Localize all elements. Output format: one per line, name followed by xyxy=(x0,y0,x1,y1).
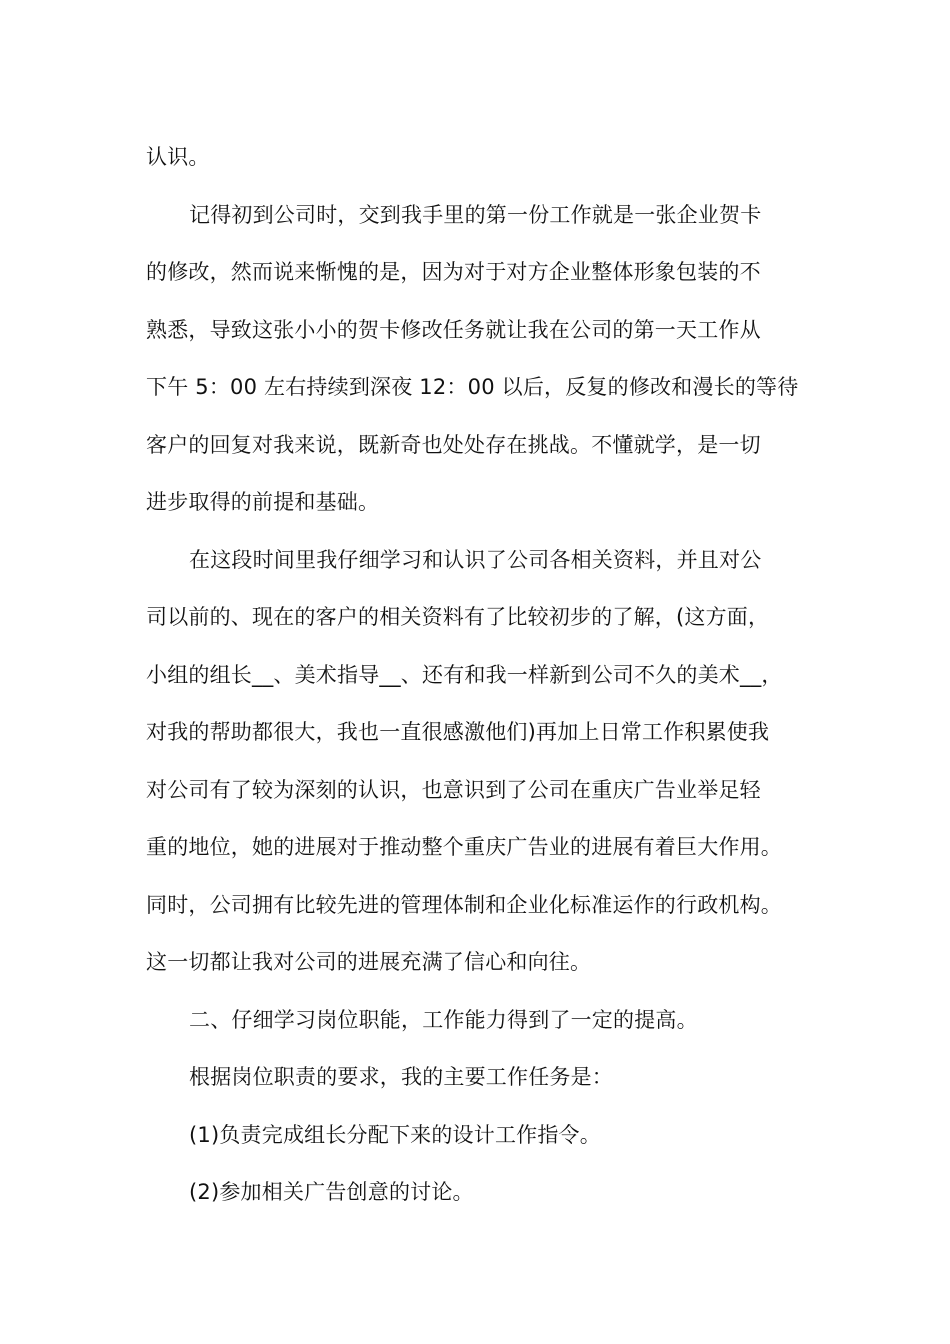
body-line: 这一切都让我对公司的进展充满了信心和向往。 xyxy=(146,950,592,974)
list-item: (1)负责完成组长分配下来的设计工作指令。 xyxy=(189,1122,601,1147)
body-line: 司以前的、现在的客户的相关资料有了比较初步的了解，(这方面， xyxy=(146,605,770,629)
list-item: (2)参加相关广告创意的讨论。 xyxy=(189,1180,474,1204)
body-line: 对我的帮助都很大，我也一直很感激他们)再加上日常工作积累使我 xyxy=(146,720,770,744)
paragraph-first-line: 根据岗位职责的要求，我的主要工作任务是： xyxy=(189,1065,613,1089)
paragraph-first-line: 记得初到公司时，交到我手里的第一份工作就是一张企业贺卡 xyxy=(189,202,762,227)
body-line: 客户的回复对我来说，既新奇也处处存在挑战。不懂就学，是一切 xyxy=(146,432,761,457)
body-line: 进步取得的前提和基础。 xyxy=(146,490,380,514)
paragraph-first-line: 在这段时间里我仔细学习和认识了公司各相关资料，并且对公 xyxy=(189,547,762,572)
body-line: 小组的组长__、美术指导__、还有和我一样新到公司不久的美术__， xyxy=(146,662,783,687)
body-line: 重的地位，她的进展对于推动整个重庆广告业的进展有着巨大作用。 xyxy=(146,835,782,859)
section-heading: 二、仔细学习岗位职能，工作能力得到了一定的提高。 xyxy=(189,1007,698,1032)
document-body xyxy=(146,129,826,1222)
body-line: 对公司有了较为深刻的认识，也意识到了公司在重庆广告业举足轻 xyxy=(146,777,761,802)
body-line: 熟悉，导致这张小小的贺卡修改任务就让我在公司的第一天工作从 xyxy=(146,317,761,342)
body-line: 同时，公司拥有比较先进的管理体制和企业化标准运作的行政机构。 xyxy=(146,892,782,917)
body-line: 下午 5：00 左右持续到深夜 12：00 以后，反复的修改和漫长的等待 xyxy=(146,375,799,399)
body-line: 认识。 xyxy=(146,145,210,169)
body-line: 的修改，然而说来惭愧的是，因为对于对方企业整体形象包装的不 xyxy=(146,260,761,284)
